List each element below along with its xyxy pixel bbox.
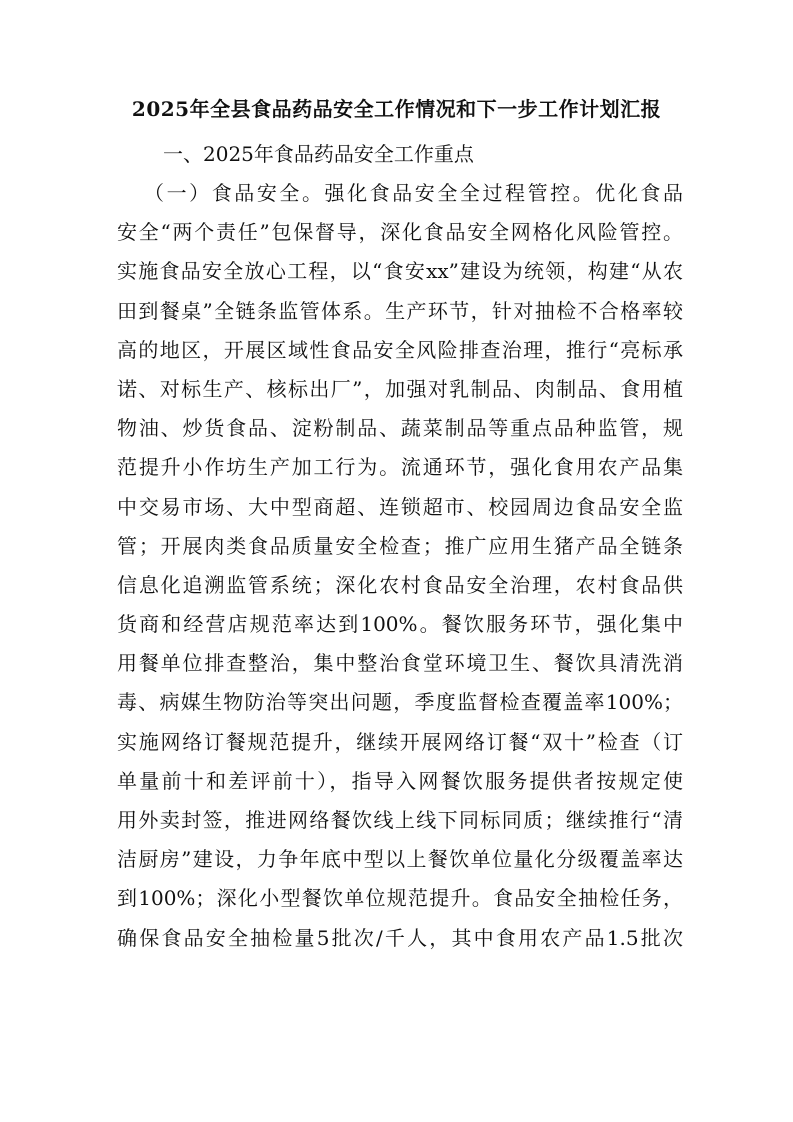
paragraph-line: 物油、炒货食品、淀粉制品、蔬菜制品等重点品种监管，规 [117,416,683,441]
paragraph-line: 高的地区，开展区域性食品安全风险排查治理，推行“亮标承 [117,337,683,362]
paragraph-line: 田到餐桌”全链条监管体系。生产环节，针对抽检不合格率较 [117,298,683,323]
document-title: 2025年全县食品药品安全工作情况和下一步工作计划汇报 [131,97,662,121]
paragraph-line: 洁厨房”建设，力争年底中型以上餐饮单位量化分级覆盖率达 [117,847,683,872]
paragraph-line: 用餐单位排查整治，集中整治食堂环境卫生、餐饮具清洗消 [117,651,683,676]
paragraph-line: 货商和经营店规范率达到100%。餐饮服务环节，强化集中 [117,612,683,637]
paragraph-line: 中交易市场、大中型商超、连锁超市、校园周边食品安全监 [117,494,683,519]
paragraph-line: 毒、病媒生物防治等突出问题，季度监督检查覆盖率100%； [117,690,683,715]
section-heading: 一、2025年食品药品安全工作重点 [163,142,474,166]
paragraph-line: 管；开展肉类食品质量安全检查；推广应用生猪产品全链条 [117,533,683,558]
paragraph-line: 确保食品安全抽检量5批次/千人，其中食用农产品1.5批次 [117,925,683,950]
paragraph-line: 用外卖封签，推进网络餐饮线上线下同标同质；继续推行“清 [117,808,683,832]
paragraph-line: 信息化追溯监管系统；深化农村食品安全治理，农村食品供 [117,572,683,597]
paragraph-line: 实施网络订餐规范提升，继续开展网络订餐“双十”检查（订 [117,729,683,754]
paragraph-line: 单量前十和差评前十），指导入网餐饮服务提供者按规定使 [117,768,683,793]
paragraph-line: 范提升小作坊生产加工行为。流通环节，强化食用农产品集 [117,455,683,480]
paragraph-line: 诺、对标生产、核标出厂”，加强对乳制品、肉制品、食用植 [117,376,683,401]
paragraph-line: 安全“两个责任”包保督导，深化食品安全网格化风险管控。 [117,220,683,245]
paragraph-line: （一）食品安全。强化食品安全全过程管控。优化食品 [144,181,683,205]
body-paragraph [117,174,683,958]
paragraph-line: 到100%；深化小型餐饮单位规范提升。食品安全抽检任务， [117,886,683,911]
paragraph-line: 实施食品安全放心工程，以“食安xx”建设为统领，构建“从农 [117,259,683,284]
